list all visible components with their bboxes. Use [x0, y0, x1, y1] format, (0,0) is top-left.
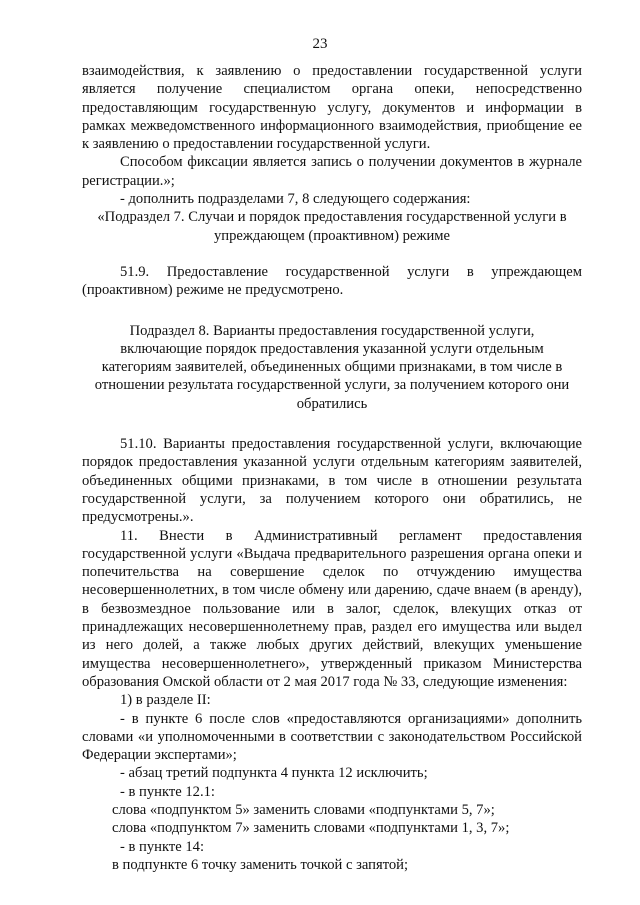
paragraph-point-6: - в пункте 6 после слов «предоставляются организациями» дополнить словами «и уполномоченными в соответствии с законодательством Российской Федерации экспертами»;	[82, 710, 582, 764]
paragraph-add-subsections: - дополнить подразделами 7, 8 следующего содержания:	[120, 191, 471, 208]
subsection-8-heading: Подраздел 8. Варианты предоставления государственной услуги, включающие порядок предоставления указанной услуги отдельным категориям заявителей, объединенных общими признаками, в том числе в отношении результата государственной услуги, за получением которого они обратились	[94, 322, 570, 412]
paragraph-point-14: - в пункте 14:	[120, 838, 205, 855]
paragraph-replace-5: слова «подпунктом 5» заменить словами «подпунктами 5, 7»;	[112, 801, 495, 818]
subsection-7-heading: «Подраздел 7. Случаи и порядок предоставления государственной услуги в упреждающем (проактивном) режиме	[97, 209, 567, 244]
subsection-8-heading-block	[82, 322, 582, 413]
paragraph-point-12-exclude: - абзац третий подпункта 4 пункта 12 исключить;	[120, 765, 428, 782]
paragraph-51-10: 51.10. Варианты предоставления государственной услуги, включающие порядок предоставления указанной услуги отдельным категориям заявителей, объединенных общими признаками, в том числе в отношении результата государственной услуги, за получением которого они обратились, не предусмотрены.».	[82, 436, 582, 526]
paragraph-item-11: 11. Внести в Административный регламент предоставления государственной услуги «Выдача предварительного разрешения органа опеки и попечительства на совершение сделок по отчуждению имущества несовершеннолетних, в том числе обмену или дарению, сдаче внаем (в аренду), в безвозмездное пользование или в залог, сделок, влекущих отказ от принадлежащих несовершеннолетнему прав, раздел его имущества или выдел из него долей, а также любых других действий, влекущих уменьшение имущества несовершеннолетнего», утвержденный приказом Министерства образования Омской области от 2 мая 2017 года № 33, следующие изменения:	[82, 527, 582, 690]
page-number: 23	[312, 36, 328, 52]
paragraph-subpoint-6: в подпункте 6 точку заменить точкой с запятой;	[112, 856, 409, 873]
paragraph-fixation: Способом фиксации является запись о получении документов в журнале регистрации.»;	[82, 154, 582, 189]
paragraph-51-9: 51.9. Предоставление государственной услуги в упреждающем (проактивном) режиме не предусмотрено.	[82, 263, 582, 299]
paragraph-point-12-1: - в пункте 12.1:	[120, 783, 215, 800]
paragraph-continuation: взаимодействия, к заявлению о предоставлении государственной услуги является получение специалистом органа опеки, непосредственно предоставляющим государственную услугу, документов и информации в рамках межведомственного информационного взаимодействия, приобщение ее к заявлению о предоставлении государственной услуги.	[82, 63, 582, 153]
paragraph-section-2: 1) в разделе II:	[120, 692, 211, 709]
document-body	[82, 62, 582, 874]
paragraph-replace-7: слова «подпунктом 7» заменить словами «подпунктами 1, 3, 7»;	[112, 820, 510, 837]
